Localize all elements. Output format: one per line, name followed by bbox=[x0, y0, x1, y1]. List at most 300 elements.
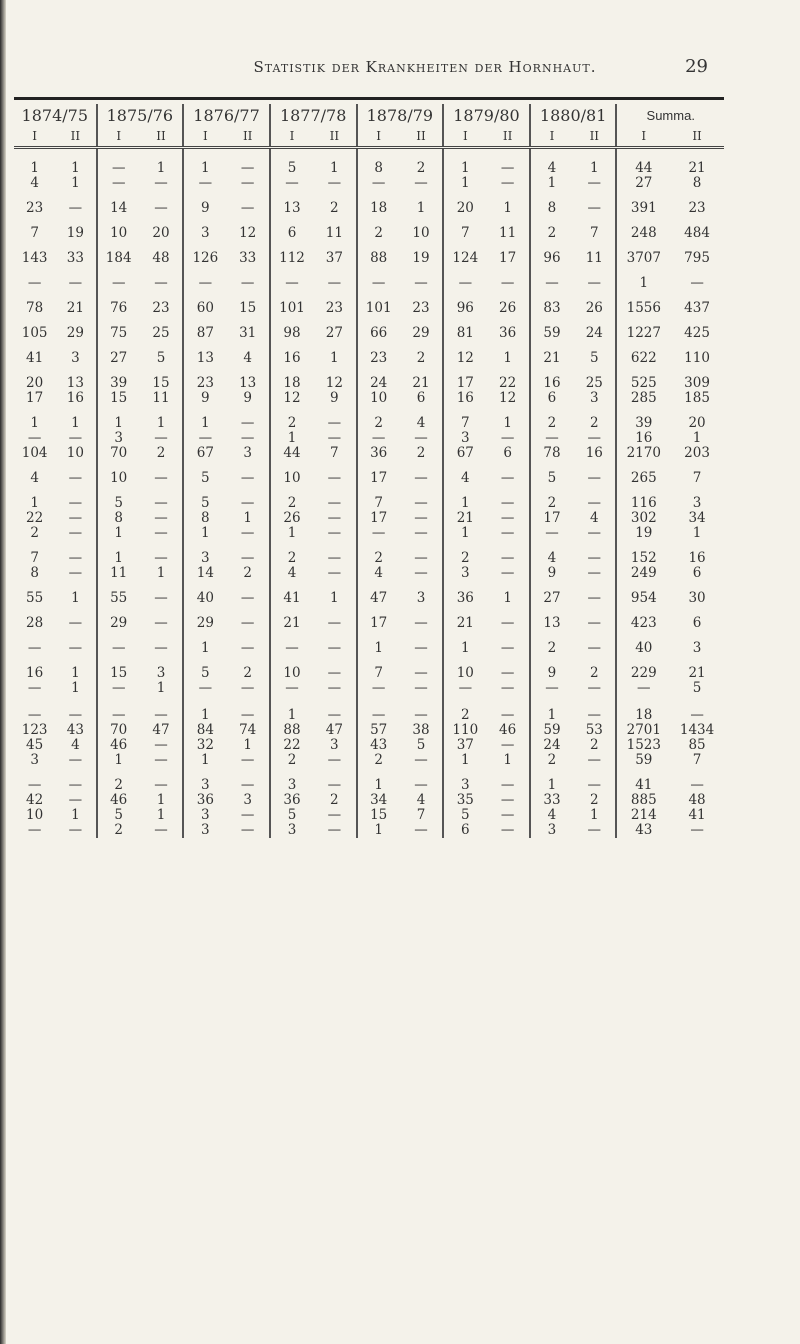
table-cell bbox=[443, 266, 486, 291]
table-cell bbox=[357, 631, 400, 656]
cell-value: 24 bbox=[370, 375, 388, 391]
cell-value: — bbox=[154, 752, 168, 768]
cell-value: — bbox=[240, 707, 255, 723]
cell-value: 1 bbox=[639, 275, 649, 291]
table-cell bbox=[357, 341, 400, 366]
table-cell bbox=[183, 541, 226, 581]
cell-value: — bbox=[327, 752, 342, 768]
table-cell bbox=[357, 606, 400, 631]
cell-value: 1 bbox=[692, 430, 702, 446]
cell-value: — bbox=[500, 640, 515, 656]
cell-value: 8 bbox=[30, 565, 39, 581]
cell-value: 1 bbox=[461, 640, 470, 656]
cell-value: 2 bbox=[547, 640, 557, 656]
cell-value: 3707 bbox=[626, 250, 661, 266]
cell-value: 43 bbox=[370, 737, 388, 753]
table-cell bbox=[313, 266, 356, 291]
cell-value: — bbox=[327, 665, 342, 681]
cell-value: 1 bbox=[156, 680, 166, 696]
cell-value: 47 bbox=[370, 590, 388, 606]
table-cell bbox=[55, 148, 96, 192]
cell-value: 70 bbox=[110, 722, 128, 738]
cell-value: 8 bbox=[547, 200, 557, 216]
page-binding-edge bbox=[0, 0, 6, 1344]
cell-value: 3 bbox=[416, 590, 426, 606]
table-cell bbox=[270, 241, 313, 266]
cell-value: 81 bbox=[456, 325, 474, 341]
table-cell bbox=[486, 241, 529, 266]
table-cell bbox=[670, 191, 724, 216]
cell-value: 5 bbox=[692, 680, 702, 696]
table-cell bbox=[616, 366, 670, 406]
table-cell bbox=[357, 148, 400, 192]
cell-value: 2 bbox=[287, 752, 297, 768]
cell-value: — bbox=[500, 510, 515, 526]
cell-value: 14 bbox=[110, 200, 128, 216]
cell-value: 15 bbox=[370, 807, 388, 823]
table-cell bbox=[357, 266, 400, 291]
cell-value: 12 bbox=[239, 225, 257, 241]
cell-value: 83 bbox=[543, 300, 561, 316]
cell-value: 21 bbox=[456, 615, 474, 631]
table-cell bbox=[573, 291, 616, 316]
table-cell bbox=[530, 148, 573, 192]
cell-value: 4 bbox=[547, 807, 557, 823]
cell-value: 66 bbox=[370, 325, 388, 341]
cell-value: 43 bbox=[635, 822, 653, 838]
table-cell bbox=[14, 631, 55, 656]
table-cell bbox=[573, 406, 616, 461]
cell-value: 7 bbox=[461, 415, 470, 431]
table-cell bbox=[400, 696, 443, 768]
cell-value: — bbox=[414, 430, 428, 446]
cell-value: — bbox=[637, 680, 651, 696]
cell-value: 3 bbox=[71, 350, 80, 366]
table-cell bbox=[486, 316, 529, 341]
cell-value: — bbox=[327, 807, 342, 823]
table-cell bbox=[97, 291, 140, 316]
cell-value: — bbox=[690, 822, 704, 838]
table-cell bbox=[14, 768, 55, 838]
cell-value: 29 bbox=[196, 615, 214, 631]
cell-value: 75 bbox=[110, 325, 128, 341]
table-cell bbox=[400, 768, 443, 838]
cell-value: 1 bbox=[71, 175, 80, 191]
cell-value: 2 bbox=[547, 415, 557, 431]
cell-value: 1 bbox=[590, 807, 599, 823]
cell-value: 3 bbox=[114, 430, 123, 446]
cell-value: 885 bbox=[630, 792, 657, 808]
subheader-ii: II bbox=[313, 126, 356, 148]
table-row bbox=[14, 768, 724, 838]
cell-value: 12 bbox=[325, 375, 343, 391]
table-cell bbox=[270, 461, 313, 486]
cell-value: 21 bbox=[66, 300, 84, 316]
cell-value: 33 bbox=[66, 250, 84, 266]
cell-value: 126 bbox=[192, 250, 219, 266]
cell-value: 2 bbox=[287, 550, 297, 566]
table-cell bbox=[97, 656, 140, 696]
cell-value: — bbox=[327, 495, 342, 511]
cell-value: — bbox=[327, 550, 342, 566]
cell-value: — bbox=[68, 470, 83, 486]
cell-value: — bbox=[500, 495, 515, 511]
cell-value: 203 bbox=[684, 445, 710, 461]
cell-value: 21 bbox=[688, 160, 706, 176]
cell-value: — bbox=[500, 550, 515, 566]
subheader-i: I bbox=[97, 126, 140, 148]
top-rule bbox=[14, 97, 724, 100]
cell-value: 96 bbox=[456, 300, 474, 316]
cell-value: 2 bbox=[416, 445, 426, 461]
cell-value: 30 bbox=[688, 590, 706, 606]
cell-value: 46 bbox=[499, 722, 517, 738]
table-cell bbox=[530, 316, 573, 341]
subheader-row bbox=[14, 126, 724, 148]
year-header: 1876/77 bbox=[183, 104, 270, 126]
cell-value: 3 bbox=[201, 807, 210, 823]
cell-value: 1 bbox=[201, 752, 210, 768]
cell-value: 1 bbox=[330, 590, 339, 606]
cell-value: 1 bbox=[114, 525, 123, 541]
cell-value: 1 bbox=[30, 415, 39, 431]
cell-value: — bbox=[154, 777, 168, 793]
table-cell bbox=[140, 581, 183, 606]
cell-value: 101 bbox=[279, 300, 305, 316]
cell-value: 4 bbox=[71, 737, 80, 753]
table-cell bbox=[616, 291, 670, 316]
table-cell bbox=[140, 461, 183, 486]
table-cell bbox=[670, 461, 724, 486]
cell-value: 7 bbox=[461, 225, 470, 241]
table-cell bbox=[140, 291, 183, 316]
cell-value: 28 bbox=[26, 615, 44, 631]
cell-value: 248 bbox=[630, 225, 657, 241]
cell-value: 2 bbox=[590, 665, 599, 681]
cell-value: — bbox=[500, 822, 515, 838]
table-cell bbox=[573, 148, 616, 192]
cell-value: 4 bbox=[287, 565, 297, 581]
table-cell bbox=[400, 606, 443, 631]
cell-value: 53 bbox=[585, 722, 603, 738]
cell-value: — bbox=[154, 550, 168, 566]
table-cell bbox=[670, 316, 724, 341]
table-row bbox=[14, 581, 724, 606]
cell-value: — bbox=[414, 777, 428, 793]
cell-value: 3 bbox=[590, 390, 599, 406]
cell-value: 4 bbox=[547, 160, 557, 176]
cell-value: 47 bbox=[152, 722, 170, 738]
cell-value: 37 bbox=[325, 250, 343, 266]
cell-value: 1 bbox=[71, 665, 80, 681]
cell-value: 17 bbox=[370, 510, 388, 526]
table-cell bbox=[55, 768, 96, 838]
table-cell bbox=[530, 216, 573, 241]
table-cell bbox=[313, 461, 356, 486]
table-cell bbox=[14, 191, 55, 216]
table-cell bbox=[573, 191, 616, 216]
cell-value: 15 bbox=[110, 665, 128, 681]
cell-value: 57 bbox=[370, 722, 388, 738]
cell-value: 1 bbox=[201, 525, 210, 541]
table-cell bbox=[670, 696, 724, 768]
cell-value: 10 bbox=[370, 390, 388, 406]
cell-value: — bbox=[587, 752, 602, 768]
cell-value: 5 bbox=[416, 737, 426, 753]
cell-value: 2 bbox=[374, 415, 383, 431]
table-cell bbox=[443, 581, 486, 606]
table-cell bbox=[227, 406, 270, 461]
table-cell bbox=[97, 216, 140, 241]
cell-value: 2 bbox=[330, 200, 339, 216]
table-row bbox=[14, 461, 724, 486]
cell-value: — bbox=[68, 495, 83, 511]
table-cell bbox=[55, 541, 96, 581]
table-cell bbox=[227, 191, 270, 216]
cell-value: 45 bbox=[26, 737, 44, 753]
cell-value: 10 bbox=[110, 225, 128, 241]
cell-value: — bbox=[500, 737, 515, 753]
cell-value: — bbox=[414, 550, 428, 566]
cell-value: 5 bbox=[201, 470, 210, 486]
year-header: 1878/79 bbox=[357, 104, 444, 126]
cell-value: 22 bbox=[499, 375, 517, 391]
table-cell bbox=[97, 581, 140, 606]
cell-value: — bbox=[240, 495, 255, 511]
table-cell bbox=[97, 341, 140, 366]
table-cell bbox=[616, 631, 670, 656]
table-cell bbox=[616, 581, 670, 606]
table-cell bbox=[183, 148, 226, 192]
cell-value: 22 bbox=[26, 510, 44, 526]
table-cell bbox=[227, 461, 270, 486]
table-cell bbox=[14, 148, 55, 192]
cell-value: 36 bbox=[370, 445, 388, 461]
cell-value: 27 bbox=[325, 325, 343, 341]
table-cell bbox=[573, 266, 616, 291]
cell-value: 1 bbox=[156, 792, 166, 808]
cell-value: 70 bbox=[110, 445, 128, 461]
table-cell bbox=[670, 148, 724, 192]
cell-value: — bbox=[327, 525, 342, 541]
cell-value: 123 bbox=[21, 722, 48, 738]
table-cell bbox=[616, 148, 670, 192]
cell-value: 7 bbox=[330, 445, 339, 461]
cell-value: 46 bbox=[110, 792, 128, 808]
cell-value: 2 bbox=[156, 445, 166, 461]
table-cell bbox=[140, 768, 183, 838]
cell-value: 1 bbox=[287, 525, 297, 541]
cell-value: 10 bbox=[412, 225, 430, 241]
cell-value: — bbox=[327, 680, 342, 696]
table-cell bbox=[443, 341, 486, 366]
cell-value: — bbox=[240, 275, 255, 291]
table-cell bbox=[443, 631, 486, 656]
table-cell bbox=[400, 266, 443, 291]
cell-value: — bbox=[198, 275, 213, 291]
cell-value: — bbox=[68, 510, 83, 526]
table-cell bbox=[227, 291, 270, 316]
table-body bbox=[14, 148, 724, 839]
cell-value: — bbox=[327, 175, 342, 191]
cell-value: 4 bbox=[374, 565, 383, 581]
table-cell bbox=[670, 581, 724, 606]
cell-value: 1 bbox=[461, 160, 470, 176]
cell-value: 1 bbox=[71, 590, 80, 606]
subheader-ii: II bbox=[227, 126, 270, 148]
table-cell bbox=[530, 606, 573, 631]
cell-value: 7 bbox=[374, 665, 383, 681]
cell-value: 15 bbox=[239, 300, 257, 316]
cell-value: — bbox=[68, 430, 83, 446]
cell-value: — bbox=[68, 275, 83, 291]
cell-value: 5 bbox=[287, 807, 297, 823]
table-cell bbox=[530, 631, 573, 656]
table-cell bbox=[14, 241, 55, 266]
table-row bbox=[14, 291, 724, 316]
cell-value: 21 bbox=[688, 665, 706, 681]
cell-value: — bbox=[154, 822, 168, 838]
cell-value: — bbox=[500, 160, 515, 176]
table-cell bbox=[55, 581, 96, 606]
table-cell bbox=[530, 768, 573, 838]
table-cell bbox=[443, 461, 486, 486]
cell-value: — bbox=[545, 430, 559, 446]
cell-value: — bbox=[240, 470, 255, 486]
cell-value: 39 bbox=[635, 415, 653, 431]
table-cell bbox=[530, 461, 573, 486]
cell-value: 13 bbox=[66, 375, 84, 391]
cell-value: 23 bbox=[370, 350, 388, 366]
cell-value: 1 bbox=[330, 160, 339, 176]
cell-value: — bbox=[154, 590, 168, 606]
table-cell bbox=[400, 406, 443, 461]
table-cell bbox=[313, 541, 356, 581]
cell-value: — bbox=[68, 822, 83, 838]
cell-value: 7 bbox=[692, 470, 702, 486]
table-row bbox=[14, 316, 724, 341]
cell-value: 3 bbox=[692, 495, 702, 511]
cell-value: 2 bbox=[330, 792, 339, 808]
cell-value: — bbox=[587, 525, 602, 541]
cell-value: — bbox=[154, 525, 168, 541]
table-cell bbox=[357, 316, 400, 341]
cell-value: 1 bbox=[692, 525, 702, 541]
cell-value: 1 bbox=[30, 495, 39, 511]
cell-value: 15 bbox=[110, 390, 128, 406]
table-row bbox=[14, 656, 724, 696]
table-cell bbox=[313, 581, 356, 606]
cell-value: 46 bbox=[110, 737, 128, 753]
table-row bbox=[14, 266, 724, 291]
cell-value: — bbox=[240, 777, 255, 793]
table-cell bbox=[227, 656, 270, 696]
table-cell bbox=[140, 486, 183, 541]
cell-value: — bbox=[240, 430, 255, 446]
cell-value: 21 bbox=[456, 510, 474, 526]
table-cell bbox=[270, 606, 313, 631]
cell-value: 2 bbox=[416, 350, 426, 366]
table-cell bbox=[97, 316, 140, 341]
table-cell bbox=[55, 606, 96, 631]
table-row bbox=[14, 486, 724, 541]
cell-value: 3 bbox=[461, 430, 470, 446]
cell-value: 124 bbox=[452, 250, 479, 266]
cell-value: 36 bbox=[499, 325, 517, 341]
cell-value: 11 bbox=[585, 250, 603, 266]
subheader-ii: II bbox=[140, 126, 183, 148]
cell-value: — bbox=[414, 640, 428, 656]
table-cell bbox=[183, 216, 226, 241]
table-cell bbox=[270, 148, 313, 192]
table-cell bbox=[486, 266, 529, 291]
table-cell bbox=[183, 341, 226, 366]
table-cell bbox=[670, 606, 724, 631]
table-cell bbox=[313, 148, 356, 192]
subheader-ii: II bbox=[55, 126, 96, 148]
table-cell bbox=[616, 316, 670, 341]
cell-value: 1227 bbox=[626, 325, 661, 341]
cell-value: — bbox=[111, 160, 126, 176]
table-cell bbox=[270, 316, 313, 341]
table-cell bbox=[14, 656, 55, 696]
table-row bbox=[14, 606, 724, 631]
cell-value: — bbox=[587, 680, 602, 696]
table-cell bbox=[616, 606, 670, 631]
cell-value: 1 bbox=[503, 590, 512, 606]
cell-value: 2 bbox=[30, 525, 39, 541]
cell-value: 44 bbox=[635, 160, 653, 176]
table-cell bbox=[443, 241, 486, 266]
cell-value: 309 bbox=[684, 375, 710, 391]
cell-value: — bbox=[414, 707, 428, 723]
cell-value: — bbox=[327, 430, 342, 446]
cell-value: 11 bbox=[325, 225, 343, 241]
cell-value: — bbox=[240, 525, 255, 541]
table-cell bbox=[616, 461, 670, 486]
table-cell bbox=[670, 768, 724, 838]
cell-value: 4 bbox=[30, 175, 39, 191]
cell-value: — bbox=[458, 275, 473, 291]
cell-value: 4 bbox=[416, 415, 426, 431]
table-row bbox=[14, 541, 724, 581]
cell-value: 8 bbox=[201, 510, 210, 526]
table-cell bbox=[183, 406, 226, 461]
table-cell bbox=[530, 266, 573, 291]
table-cell bbox=[400, 656, 443, 696]
cell-value: — bbox=[27, 707, 42, 723]
table-cell bbox=[357, 241, 400, 266]
cell-value: — bbox=[68, 792, 83, 808]
cell-value: 23 bbox=[152, 300, 170, 316]
cell-value: — bbox=[240, 590, 255, 606]
table-cell bbox=[313, 486, 356, 541]
table-row bbox=[14, 148, 724, 192]
table-cell bbox=[400, 631, 443, 656]
page-title: Statistik der Krankheiten der Hornhaut. bbox=[253, 58, 597, 76]
cell-value: 1 bbox=[243, 737, 252, 753]
cell-value: — bbox=[690, 275, 704, 291]
table-cell bbox=[270, 581, 313, 606]
cell-value: 2 bbox=[374, 225, 383, 241]
table-cell bbox=[616, 656, 670, 696]
table-cell bbox=[573, 241, 616, 266]
table-cell bbox=[183, 461, 226, 486]
table-cell bbox=[486, 768, 529, 838]
cell-value: 37 bbox=[456, 737, 474, 753]
cell-value: — bbox=[414, 665, 428, 681]
table-cell bbox=[573, 696, 616, 768]
